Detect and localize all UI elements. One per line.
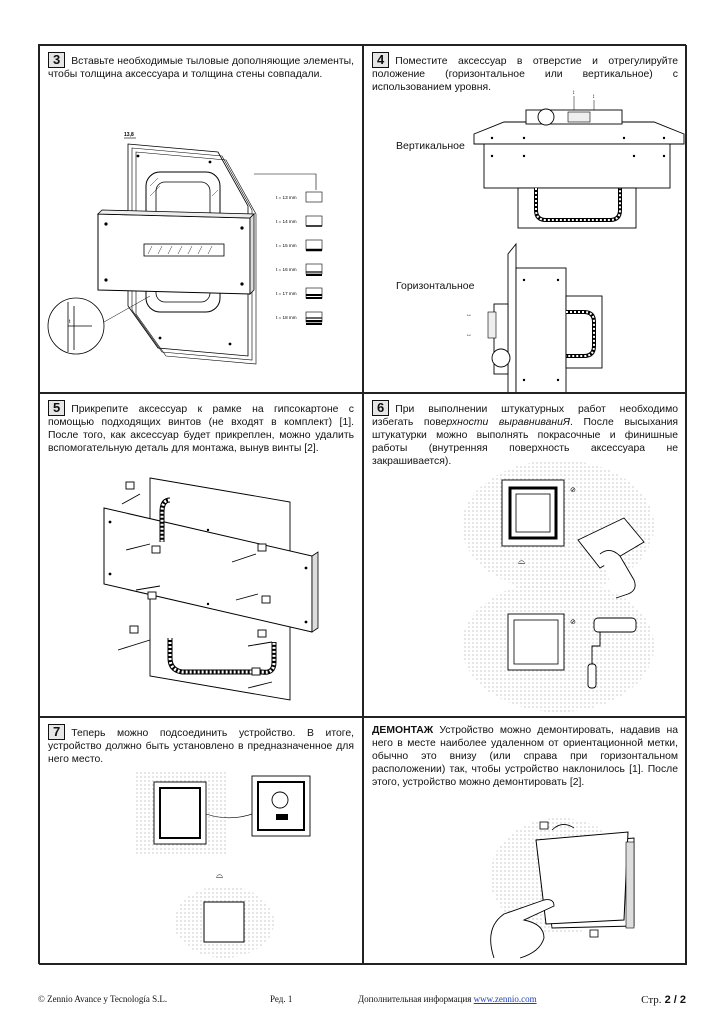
- footer-website-link[interactable]: www.zennio.com: [473, 994, 537, 1004]
- step-5-illustration: [40, 470, 362, 716]
- step-5-number: 5: [48, 400, 65, 416]
- step-6-text-after: . После высыхания штукатурки можно выполнять покрасочные и финишные работы (внутренняя поверхность аксессуара не закрашивается).: [372, 417, 679, 467]
- step-6-text-italic: рхности выравниваниЯ: [446, 417, 570, 428]
- width-dimension-label: 13,8: [124, 132, 134, 138]
- thickness-16: t = 16 mm: [276, 267, 297, 272]
- step-7-illustration: [40, 764, 362, 962]
- footer-page-label: Стр.: [641, 994, 662, 1006]
- page-footer: [38, 994, 686, 1008]
- thickness-15: t = 15 mm: [276, 243, 297, 248]
- step-3-text-block: [48, 52, 354, 81]
- footer-copyright: © Zennio Avance y Tecnología S.L.: [38, 994, 168, 1004]
- horizontal-orientation-label: Горизонтальное: [396, 280, 475, 292]
- step-5-panel: [39, 393, 363, 717]
- step-4-instruction: Поместите аксессуар в отверстие и отрегулируйте положение (горизонтальное или вертикальное) с использованием уровня.: [372, 56, 678, 93]
- thickness-options: [276, 192, 322, 324]
- step-4-illustration: [464, 84, 686, 392]
- thickness-13: t = 13 mm: [276, 195, 297, 200]
- step-6-text-before: При выполнении штукатурных работ необходимо избегать пове: [372, 404, 678, 428]
- step-6-panel: [363, 393, 687, 717]
- dismount-title: ДЕМОНТАЖ: [372, 725, 434, 736]
- step-7-number: 7: [48, 724, 65, 740]
- step-3-illustration: [40, 126, 362, 391]
- step-7-instruction: Теперь можно подсоединить устройство. В итоге, устройство должно быть установлено в предназначенное для него место.: [48, 728, 354, 765]
- thickness-17: t = 17 mm: [276, 291, 297, 296]
- svg-text:⊘: ⊘: [570, 619, 576, 626]
- dismount-instruction: Устройство можно демонтировать, надавив на него в месте наиболее удаленном от ориентационной метки, обычно это внизу (или справа при горизонтальном расположении) так, чтобы устройство наклонилось [1]. После этого, устройство можно демонтировать [2].: [372, 725, 678, 788]
- step-6-illustration: [364, 458, 686, 716]
- footer-info-label: Дополнительная информация: [358, 994, 472, 1004]
- detail-thickness-label: t: [69, 319, 71, 325]
- step-6-number: 6: [372, 400, 389, 416]
- dismount-illustration: [364, 814, 686, 962]
- step-5-text-block: [48, 400, 354, 455]
- step-4-panel: [363, 45, 687, 393]
- step-7-text-block: [48, 724, 354, 766]
- footer-info: [358, 994, 537, 1004]
- footer-page-number: [641, 994, 686, 1006]
- svg-text:↕: ↕: [592, 94, 595, 100]
- footer-page-value: 2 / 2: [664, 994, 686, 1006]
- dismount-panel: [363, 717, 687, 965]
- svg-text:⌓: ⌓: [518, 556, 526, 566]
- step-4-number: 4: [372, 52, 389, 68]
- step-5-instruction: Прикрепите аксессуар к рамке на гипсокартоне с помощью подходящих винтов (не входят в комплект) [1]. После того, как аксессуар будет прикреплен, можно удалить вспомогательную деталь для монтажа, вынув винты [2].: [48, 404, 354, 454]
- step-7-panel: [39, 717, 363, 965]
- dismount-text-block: [372, 724, 678, 789]
- svg-text:↔: ↔: [466, 332, 472, 338]
- svg-text:↕: ↕: [572, 90, 575, 96]
- vertical-orientation-label: Вертикальное: [396, 140, 465, 152]
- svg-text:↔: ↔: [466, 312, 472, 318]
- thickness-14: t = 14 mm: [276, 219, 297, 224]
- svg-text:⊘: ⊘: [570, 487, 576, 494]
- instruction-grid: [38, 44, 686, 964]
- footer-revision: Ред. 1: [270, 994, 293, 1004]
- step-3-panel: [39, 45, 363, 393]
- step-3-number: 3: [48, 52, 65, 68]
- svg-text:⌓: ⌓: [216, 870, 224, 880]
- step-3-instruction: Вставьте необходимые тыловые дополняющие элементы, чтобы толщина аксессуара и толщина стены совпадали.: [48, 56, 354, 80]
- thickness-18: t = 18 mm: [276, 315, 297, 320]
